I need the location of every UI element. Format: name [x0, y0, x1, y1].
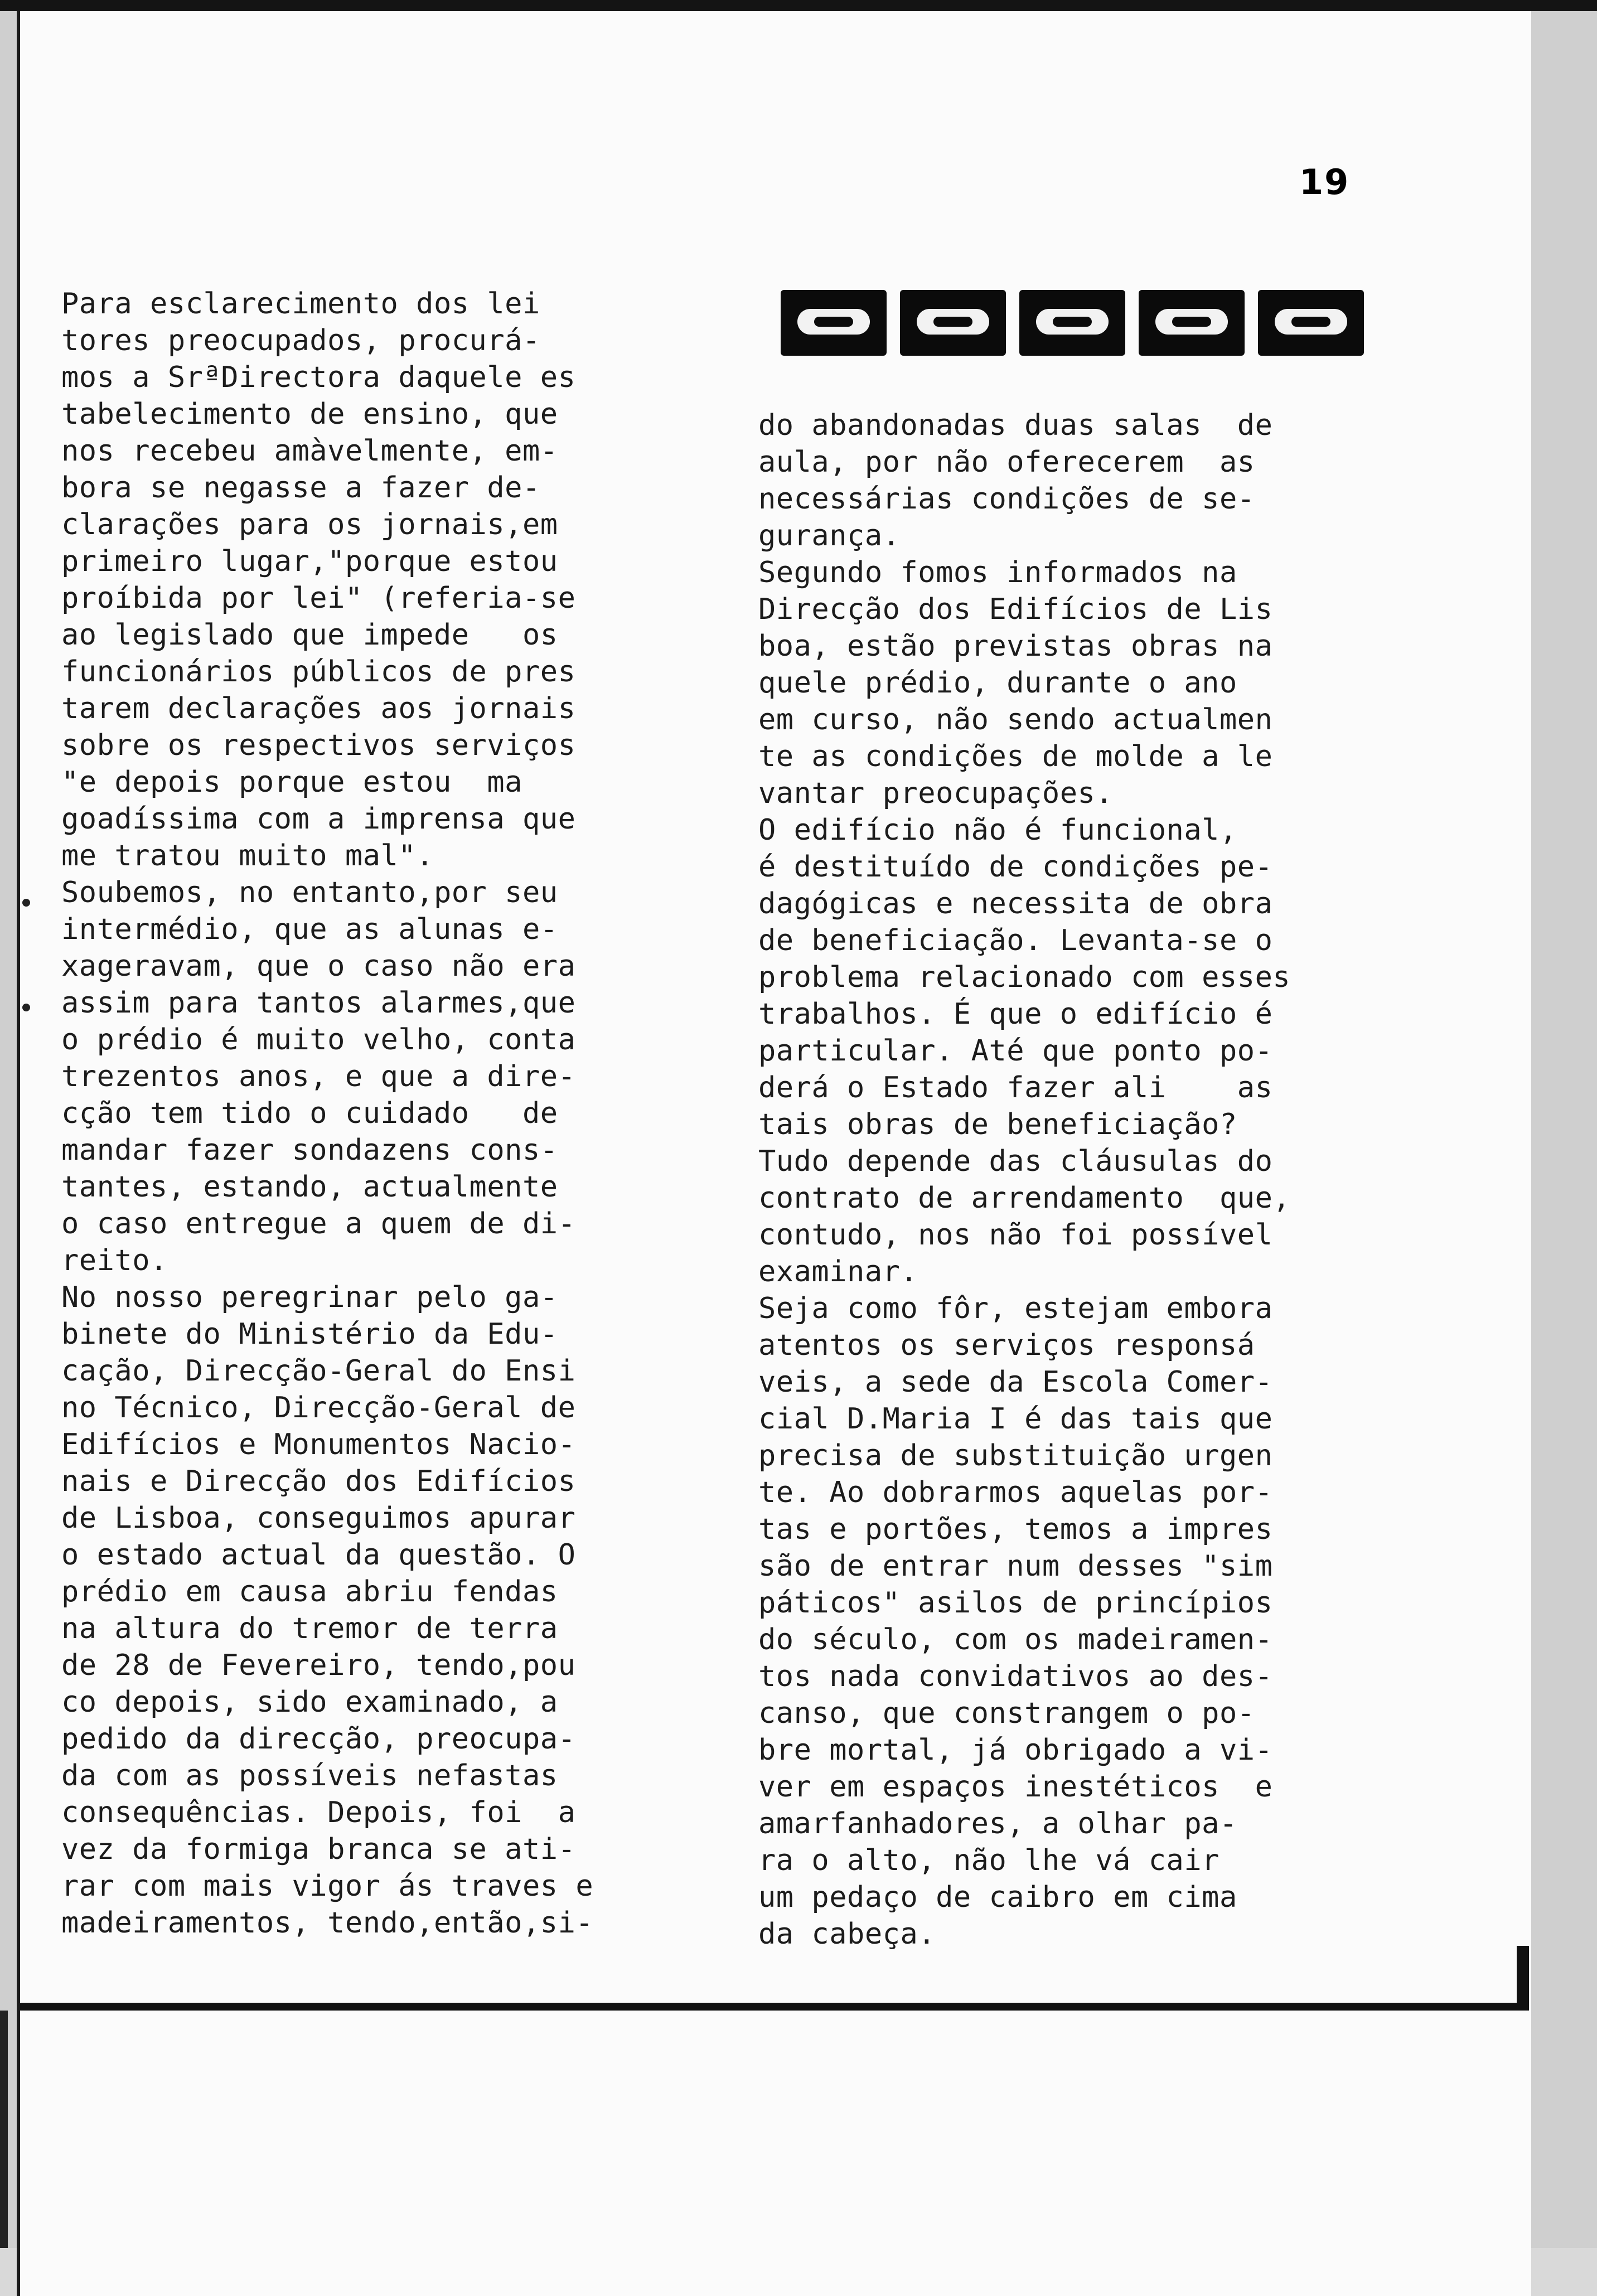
text-line: vez da formiga branca se ati-: [61, 1833, 576, 1866]
text-line: de 28 de Fevereiro, tendo,pou: [61, 1649, 576, 1682]
text-line: páticos" asilos de princípios: [758, 1586, 1273, 1620]
text-line: na altura do tremor de terra: [61, 1612, 558, 1645]
margin-mark-icon: [22, 1004, 30, 1011]
text-line: um pedaço de caibro em cima: [758, 1881, 1237, 1914]
text-line: bora se negasse a fazer de-: [61, 471, 540, 505]
left-text-column: [61, 285, 758, 1941]
text-line: da cabeça.: [758, 1917, 936, 1951]
text-line: clarações para os jornais,em: [61, 508, 558, 541]
text-line: O edifício não é funcional,: [758, 813, 1237, 847]
text-line: rar com mais vigor ás traves e: [61, 1869, 594, 1903]
text-line: tantes, estando, actualmente: [61, 1170, 558, 1204]
text-line: é destituído de condições pe-: [758, 850, 1273, 884]
text-line: trabalhos. É que o edifício é: [758, 997, 1273, 1031]
text-line: são de entrar num desses "sim: [758, 1549, 1273, 1583]
text-line: quele prédio, durante o ano: [758, 666, 1237, 700]
text-line: mandar fazer sondazens cons-: [61, 1134, 558, 1167]
ornament-block-icon: [1258, 290, 1364, 356]
text-line: atentos os serviços responsá: [758, 1329, 1255, 1362]
text-line: precisa de substituição urgen: [758, 1439, 1273, 1472]
text-line: amarfanhadores, a olhar pa-: [758, 1807, 1237, 1840]
text-line: derá o Estado fazer ali as: [758, 1071, 1273, 1105]
text-line: ao legislado que impede os: [61, 618, 558, 652]
text-line: te. Ao dobrarmos aquelas por-: [758, 1476, 1273, 1509]
text-line: cção tem tido o cuidado de: [61, 1097, 558, 1130]
text-line: Segundo fomos informados na: [758, 556, 1237, 589]
text-line: goadíssima com a imprensa que: [61, 802, 576, 836]
text-line: tais obras de beneficiação?: [758, 1108, 1237, 1141]
text-line: reito.: [61, 1244, 168, 1277]
text-line: veis, a sede da Escola Comer-: [758, 1365, 1273, 1399]
text-line: sobre os respectivos serviços: [61, 729, 576, 762]
text-line: contudo, nos não foi possível: [758, 1218, 1273, 1252]
right-text-column: [758, 407, 1450, 1953]
text-line: examinar.: [758, 1255, 918, 1289]
header-ornament: [781, 290, 1383, 357]
text-line: primeiro lugar,"porque estou: [61, 545, 558, 578]
text-line: nos recebeu amàvelmente, em-: [61, 434, 558, 468]
text-line: pedido da direcção, preocupa-: [61, 1722, 576, 1756]
text-line: No nosso peregrinar pelo ga-: [61, 1281, 558, 1314]
text-line: aula, por não oferecerem as: [758, 445, 1255, 479]
ornament-block-icon: [1139, 290, 1245, 356]
text-line: tores preocupados, procurá-: [61, 324, 540, 357]
text-line: canso, que constrangem o po-: [758, 1697, 1255, 1730]
text-line: Para esclarecimento dos lei: [61, 287, 540, 321]
text-line: Soubemos, no entanto,por seu: [61, 876, 558, 909]
text-line: cação, Direcção-Geral do Ensi: [61, 1354, 576, 1388]
text-line: assim para tantos alarmes,que: [61, 986, 576, 1020]
ornament-block-icon: [781, 290, 887, 356]
text-line: no Técnico, Direcção-Geral de: [61, 1391, 576, 1425]
text-line: do abandonadas duas salas de: [758, 409, 1273, 442]
text-line: binete do Ministério da Edu-: [61, 1317, 558, 1351]
text-line: prédio em causa abriu fendas: [61, 1575, 558, 1609]
text-line: xageravam, que o caso não era: [61, 950, 576, 983]
text-line: proíbida por lei" (referia-se: [61, 582, 576, 615]
text-line: nais e Direcção dos Edifícios: [61, 1465, 576, 1498]
text-line: vantar preocupações.: [758, 777, 1114, 810]
text-line: tabelecimento de ensino, que: [61, 398, 558, 431]
text-line: cial D.Maria I é das tais que: [758, 1402, 1273, 1436]
text-line: contrato de arrendamento que,: [758, 1181, 1291, 1215]
ornament-block-icon: [900, 290, 1006, 356]
text-line: me tratou muito mal".: [61, 839, 434, 873]
text-line: dagógicas e necessita de obra: [758, 887, 1273, 921]
text-line: "e depois porque estou ma: [61, 766, 522, 799]
text-line: gurança.: [758, 519, 901, 553]
text-line: tos nada convidativos ao des-: [758, 1660, 1273, 1693]
text-line: tarem declarações aos jornais: [61, 692, 576, 725]
page-number: 19: [1299, 162, 1350, 202]
text-line: o estado actual da questão. O: [61, 1538, 576, 1572]
text-line: bre mortal, já obrigado a vi-: [758, 1733, 1273, 1767]
text-line: funcionários públicos de pres: [61, 655, 576, 689]
text-line: ver em espaços inestéticos e: [758, 1770, 1273, 1804]
binding-edge: [0, 2011, 8, 2248]
text-line: mos a SrªDirectora daquele es: [61, 361, 576, 394]
text-line: boa, estão previstas obras na: [758, 629, 1273, 663]
text-line: o caso entregue a quem de di-: [61, 1207, 576, 1241]
page-bottom-edge: [20, 2003, 1529, 2011]
text-line: ra o alto, não lhe vá cair: [758, 1844, 1219, 1877]
page-corner-curl: [1517, 1946, 1529, 2007]
text-line: em curso, não sendo actualmen: [758, 703, 1273, 737]
text-line: particular. Até que ponto po-: [758, 1034, 1273, 1068]
text-line: o prédio é muito velho, conta: [61, 1023, 576, 1057]
text-line: de beneficiação. Levanta-se o: [758, 924, 1273, 957]
text-line: Tudo depende das cláusulas do: [758, 1145, 1273, 1178]
text-line: trezentos anos, e que a dire-: [61, 1060, 576, 1093]
text-line: tas e portões, temos a impres: [758, 1513, 1273, 1546]
text-line: Edifícios e Monumentos Nacio-: [61, 1428, 576, 1461]
text-line: da com as possíveis nefastas: [61, 1759, 558, 1793]
margin-mark-icon: [22, 899, 30, 907]
text-line: de Lisboa, conseguimos apurar: [61, 1501, 576, 1535]
text-line: do século, com os madeiramen-: [758, 1623, 1273, 1656]
page-top-edge: [0, 0, 1597, 11]
text-line: te as condições de molde a le: [758, 740, 1273, 773]
text-line: madeiramentos, tendo,então,si-: [61, 1906, 594, 1940]
text-line: necessárias condições de se-: [758, 482, 1255, 516]
ornament-block-icon: [1019, 290, 1125, 356]
text-line: Direcção dos Edifícios de Lis: [758, 593, 1273, 626]
text-line: Seja como fôr, estejam embora: [758, 1292, 1273, 1325]
text-line: intermédio, que as alunas e-: [61, 913, 558, 946]
text-line: problema relacionado com esses: [758, 961, 1291, 994]
text-line: co depois, sido examinado, a: [61, 1685, 558, 1719]
text-line: consequências. Depois, foi a: [61, 1796, 576, 1829]
